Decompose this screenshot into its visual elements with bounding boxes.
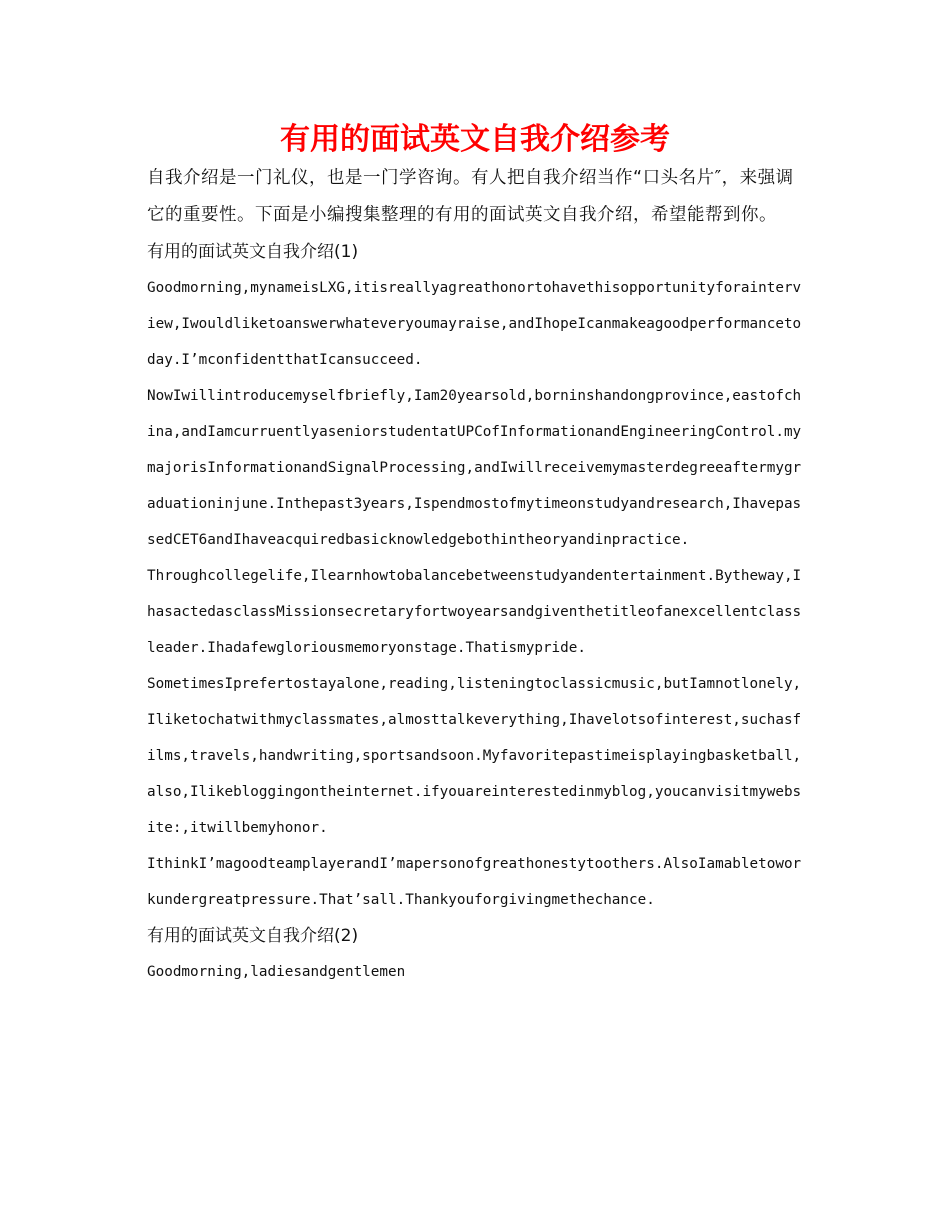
- paragraph: Goodmorning,mynameisLXG,itisreallyagreathonortohavethisopportunityforainterview,Iwouldliketoanswerwhateveryoumayraise,andIhopeIcanmakeagoodperformancetoday.I’mconfidentthatIcansucceed.: [147, 280, 802, 368]
- section-heading-1: 有用的面试英文自我介绍(1): [147, 242, 359, 262]
- paragraph: IthinkI’magoodteamplayerandI’mapersonofgreathonestytoothers.AlsoIamabletoworkundergreatpressure.That’sall.Thankyouforgivingmethechance.: [147, 856, 802, 908]
- document-body: [147, 160, 807, 990]
- intro-paragraph: 自我介绍是一门礼仪，也是一门学咨询。有人把自我介绍当作“口头名片″，来强调它的重要性。下面是小编搜集整理的有用的面试英文自我介绍，希望能帮到你。: [147, 168, 794, 225]
- paragraph: Goodmorning,ladiesandgentlemen: [147, 964, 406, 980]
- document-title: 有用的面试英文自我介绍参考: [280, 122, 670, 157]
- paragraph: SometimesIprefertostayalone,reading,listeningtoclassicmusic,butIamnotlonely,Iliketochatwithmyclassmates,almosttalkeverything,Ihavelotsofinterest,suchasfilms,travels,handwriting,sportsandsoon.Myfavoritepastimeisplayingbasketball,also,Ilikebloggingontheinternet.ifyouareinterestedinmyblog,youcanvisitmywebsite:,itwillbemyhonor.: [147, 676, 802, 836]
- paragraph: Throughcollegelife,Ilearnhowtobalancebetweenstudyandentertainment.Bytheway,IhasactedasclassMissionsecretaryfortwoyearsandgiventhetitleofanexcellentclassleader.Ihadafewgloriousmemoryonstage.Thatismypride.: [147, 568, 802, 656]
- section-heading-2: 有用的面试英文自我介绍(2): [147, 926, 359, 946]
- paragraph: NowIwillintroducemyselfbriefly,Iam20yearsold,borninshandongprovince,eastofchina,andIamcurruentlyaseniorstudentatUPCofInformationandEngineeringControl.mymajorisInformationandSignalProcessing,andIwillreceivemymasterdegreeaftermygraduationinjune.Inthepast3years,Ispendmostofmytimeonstudyandresearch,IhavepassedCET6andIhaveacquiredbasicknowledgebothintheoryandinpractice.: [147, 388, 802, 548]
